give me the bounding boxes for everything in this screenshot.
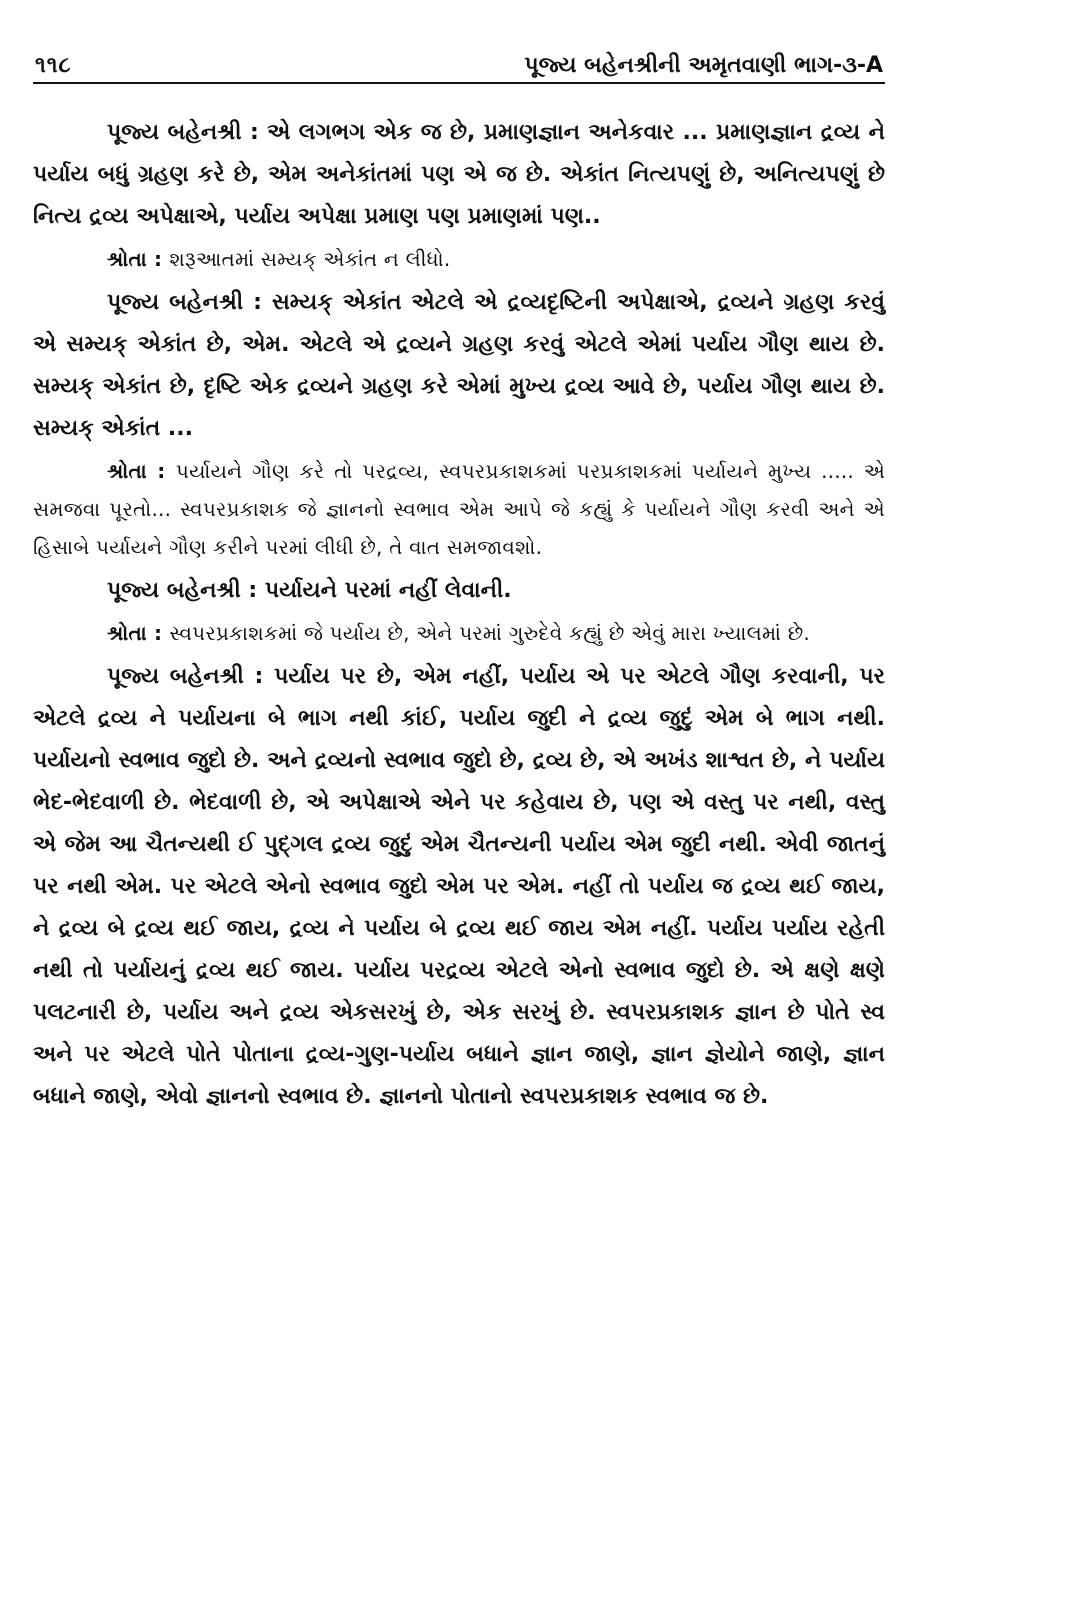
paragraph-text: એ લગભગ એક જ છે, પ્રમાણજ્ઞાન અનેકવાર ... પ્રમાણજ્ઞાન દ્રવ્ય ને પર્યાય બધું ગ્રહણ કરે છે, એમ અનેકાંતમાં પણ એ જ છે. એકાંત નિત્યપણું છે, અનિત્યપણું છે નિત્ય દ્રવ્ય અપેક્ષાએ, પર્યાય અપેક્ષા પ્રમાણ પણ પ્રમાણમાં પણ.. (33, 120, 885, 229)
book-page (33, 40, 885, 1120)
speaker-label: શ્રોતા : (107, 459, 176, 483)
paragraph-text: સ્વપરપ્રકાશકમાં જે પર્યાય છે, એને પરમાં ગુરુદેવે કહ્યું છે એવું મારા ખ્યાલમાં છે. (169, 621, 810, 645)
paragraph-text: પર્યાય પર છે, એમ નહીં, પર્યાય એ પર એટલે ગૌણ કરવાની, પર એટલે દ્રવ્ય ને પર્યાયના બે ભાગ નથી કાંઈ, પર્યાય જુદી ને દ્રવ્ય જુદું એમ બે ભાગ નથી. પર્યાયનો સ્વભાવ જુદો છે. અને દ્રવ્યનો સ્વભાવ જુદો છે, દ્રવ્ય છે, એ અખંડ શાશ્વત છે, ને પર્યાય ભેદ-ભેદવાળી છે. ભેદવાળી છે, એ અપેક્ષાએ એને પર કહેવાય છે, પણ એ વસ્તુ પર નથી, વસ્તુ એ જેમ આ ચૈતન્યથી ઈ પુદ્ગલ દ્રવ્ય જુદું એમ ચૈતન્યની પર્યાય એમ જુદી નથી. એવી જાતનું પર નથી એમ. પર એટલે એનો સ્વભાવ જુદો એમ પર એમ. નહીં તો પર્યાય જ દ્રવ્ય થઈ જાય, ને દ્રવ્ય બે દ્રવ્ય થઈ જાય, દ્રવ્ય ને પર્યાય બે દ્રવ્ય થઈ જાય એમ નહીં. પર્યાય પર્યાય રહેતી નથી તો પર્યાયનું દ્રવ્ય થઈ જાય. પર્યાય પરદ્રવ્ય એટલે એનો સ્વભાવ જુદો છે. એ ક્ષણે ક્ષણે પલટનારી છે, પર્યાય અને દ્રવ્ય એકસરખું છે, એક સરખું છે. સ્વપરપ્રકાશક જ્ઞાન છે પોતે સ્વ અને પર એટલે પોતે પોતાના દ્રવ્ય-ગુણ-પર્યાય બધાને જ્ઞાન જાણે, જ્ઞાન જ્ઞેયોને જાણે, જ્ઞાન બધાને જાણે, એવો જ્ઞાનનો સ્વભાવ છે. જ્ઞાનનો પોતાનો સ્વપરપ્રકાશક સ્વભાવ જ છે. (33, 664, 885, 1109)
dialogue-paragraph (33, 282, 885, 450)
page-body (33, 112, 885, 1118)
paragraph-text: પર્યાયને પરમાં નહીં લેવાની. (264, 578, 512, 603)
page-header (33, 40, 885, 84)
running-title: પૂજ્ય બહેનશ્રીની અમૃતવાણી ભાગ-૩-A (524, 53, 883, 78)
page-number: ૧૧૮ (35, 53, 72, 78)
dialogue-paragraph (33, 112, 885, 238)
speaker-label: શ્રોતા : (107, 247, 170, 271)
dialogue-paragraph (33, 614, 885, 652)
speaker-label: પૂજ્ય બહેનશ્રી : (107, 578, 265, 603)
paragraph-text: શરૂઆતમાં સમ્યક્ એકાંત ન લીધો. (169, 247, 451, 271)
speaker-label: પૂજ્ય બહેનશ્રી : (107, 664, 275, 689)
dialogue-paragraph (33, 570, 885, 612)
dialogue-paragraph (33, 656, 885, 1118)
paragraph-text: પર્યાયને ગૌણ કરે તો પરદ્રવ્ય, સ્વપરપ્રકાશકમાં પરપ્રકાશકમાં પર્યાયને મુખ્ય ..... એ સમજવા પૂરતો... સ્વપરપ્રકાશક જે જ્ઞાનનો સ્વભાવ એમ આપે જે કહ્યું કે પર્યાયને ગૌણ કરવી અને એ હિસાબે પર્યાયને ગૌણ કરીને પરમાં લીધી છે, તે વાત સમજાવશો. (33, 459, 886, 559)
speaker-label: શ્રોતા : (107, 621, 170, 645)
dialogue-paragraph (33, 240, 885, 278)
speaker-label: પૂજ્ય બહેનશ્રી : (107, 290, 272, 315)
dialogue-paragraph (33, 452, 885, 566)
speaker-label: પૂજ્ય બહેનશ્રી : (107, 120, 268, 145)
paragraph-text: સમ્યક્ એકાંત એટલે એ દ્રવ્યદૃષ્ટિની અપેક્ષાએ, દ્રવ્યને ગ્રહણ કરવું એ સમ્યક્ એકાંત છે, એમ. એટલે એ દ્રવ્યને ગ્રહણ કરવું એટલે એમાં પર્યાય ગૌણ થાય છે. સમ્યક્ એકાંત છે, દૃષ્ટિ એક દ્રવ્યને ગ્રહણ કરે એમાં મુખ્ય દ્રવ્ય આવે છે, પર્યાય ગૌણ થાય છે. સમ્યક્ એકાંત ... (33, 290, 885, 441)
